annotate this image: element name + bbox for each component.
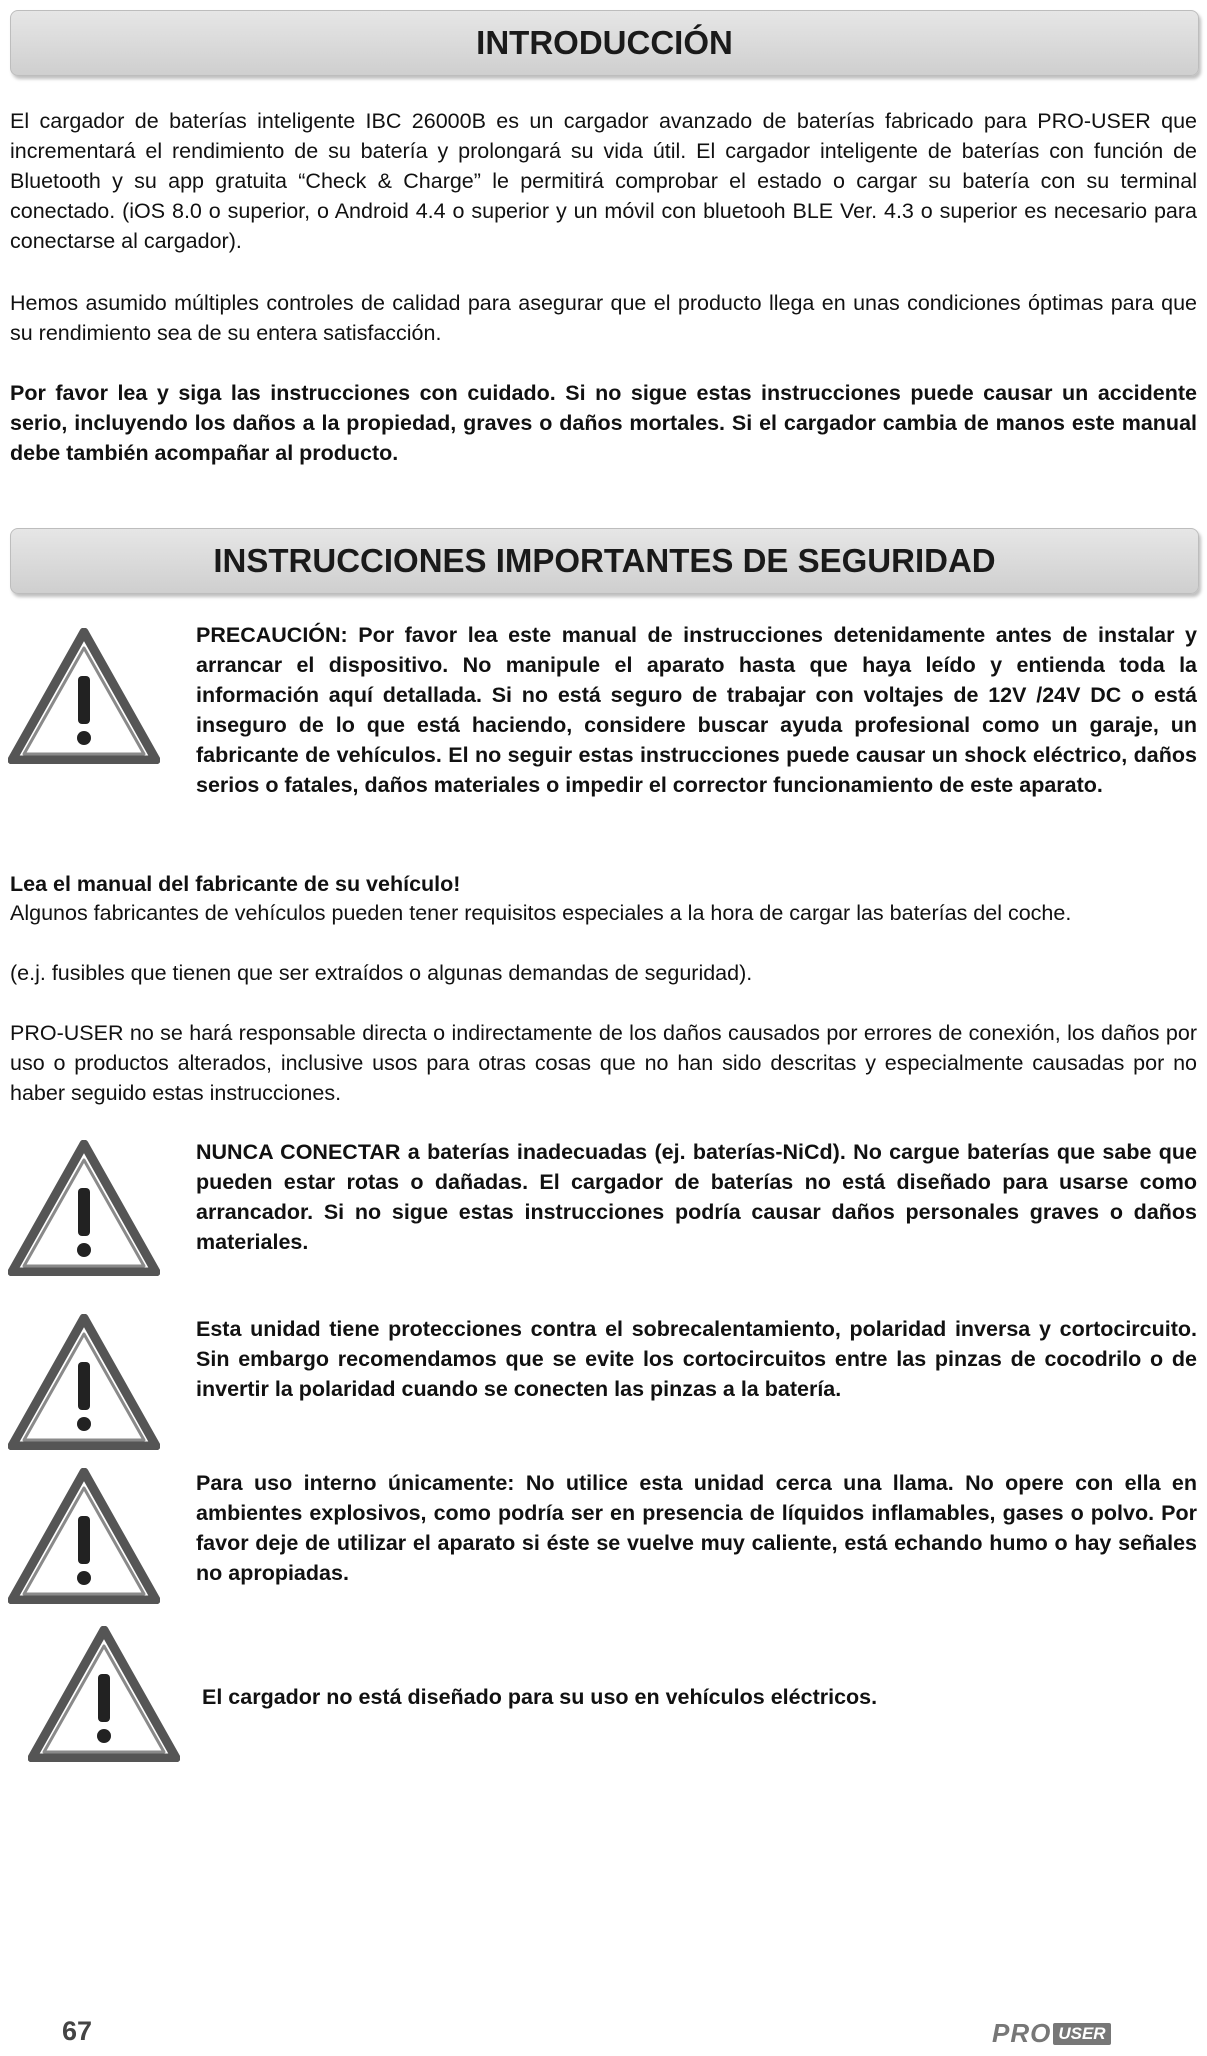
intro-paragraph-2: Hemos asumido múltiples controles de calidad para asegurar que el producto llega en unas condiciones óptimas para que su rendimiento sea de su entera satisfacción. (10, 291, 1197, 345)
logo-user-text: USER (1053, 2023, 1110, 2045)
intro-warning-paragraph: Por favor lea y siga las instrucciones con cuidado. Si no sigue estas instrucciones puede causar un accidente serio, incluyendo los daños a la propiedad, graves o daños mortales. Si el cargador cambia de manos este manual debe también acompañar al producto. (10, 381, 1197, 465)
pro-user-logo (992, 2018, 1111, 2046)
warning-triangle-icon (8, 1468, 160, 1604)
warning-text-4: Para uso interno únicamente: No utilice esta unidad cerca una llama. No opere con ella en ambientes explosivos, como podría ser en presencia de líquidos inflamables, gases o polvo. Por favor deje de utilizar el aparato si éste se vuelve muy caliente, está echando humo o hay señales no apropiadas. (196, 1471, 1197, 1585)
warning-text-2: NUNCA CONECTAR a baterías inadecuadas (ej. baterías-NiCd). No cargue baterías que sabe que pueden estar rotas o dañadas. El cargador de baterías no está diseñado para usarse como arrancador. Si no sigue estas instrucciones podría causar daños personales graves o daños materiales. (196, 1140, 1197, 1254)
manual-text: Algunos fabricantes de vehículos pueden tener requisitos especiales a la hora de cargar las baterías del coche. (10, 901, 1072, 925)
intro-heading: INTRODUCCIÓN (10, 10, 1199, 76)
warning-triangle-icon (8, 1314, 160, 1450)
warning-text-1: PRECAUCIÓN: Por favor lea este manual de instrucciones detenidamente antes de instalar y arrancar el dispositivo. No manipule el aparato hasta que haya leído y entienda toda la información aquí detallada. Si no está seguro de trabajar con voltajes de 12V /24V DC o está inseguro de lo que está haciendo, considere buscar ayuda profesional como un garaje, un fabricante de vehículos. El no seguir estas instrucciones puede causar un shock eléctrico, daños serios o fatales, daños materiales o impedir el corrector funcionamiento de este aparato. (196, 623, 1197, 797)
warning-triangle-icon (8, 628, 160, 764)
logo-pro-text: PRO (992, 2018, 1052, 2048)
intro-paragraph-1: El cargador de baterías inteligente IBC 26000B es un cargador avanzado de baterías fabricado para PRO-USER que incrementará el rendimiento de su batería y prolongará su vida útil. El cargador inteligente de baterías con función de Bluetooth y su app gratuita “Check & Charge” le permitirá comprobar el estado o cargar su batería con su terminal conectado. (iOS 8.0 o superior, o Android 4.4 o superior y un móvil con bluetooh BLE Ver. 4.3 o superior es necesario para conectarse al cargador). (10, 109, 1197, 253)
manual-heading: Lea el manual del fabricante de su vehículo! (10, 872, 461, 896)
warning-text-3: Esta unidad tiene protecciones contra el sobrecalentamiento, polaridad inversa y cortocircuito. Sin embargo recomendamos que se evite los cortocircuitos entre las pinzas de cocodrilo o de invertir la polaridad cuando se conecten las pinzas a la batería. (196, 1317, 1197, 1401)
safety-heading: INSTRUCCIONES IMPORTANTES DE SEGURIDAD (10, 528, 1199, 594)
manual-example: (e.j. fusibles que tienen que ser extraídos o algunas demandas de seguridad). (10, 961, 753, 985)
warning-triangle-icon (8, 1140, 160, 1276)
warning-text-5: El cargador no está diseñado para su uso en vehículos eléctricos. (202, 1685, 878, 1709)
page-number: 67 (62, 2016, 93, 2046)
liability-paragraph: PRO-USER no se hará responsable directa o indirectamente de los daños causados por errores de conexión, los daños por uso o productos alterados, inclusive usos para otras cosas que no han sido descritas y especialmente causadas por no haber seguido estas instrucciones. (10, 1021, 1197, 1105)
warning-triangle-icon (28, 1626, 180, 1762)
